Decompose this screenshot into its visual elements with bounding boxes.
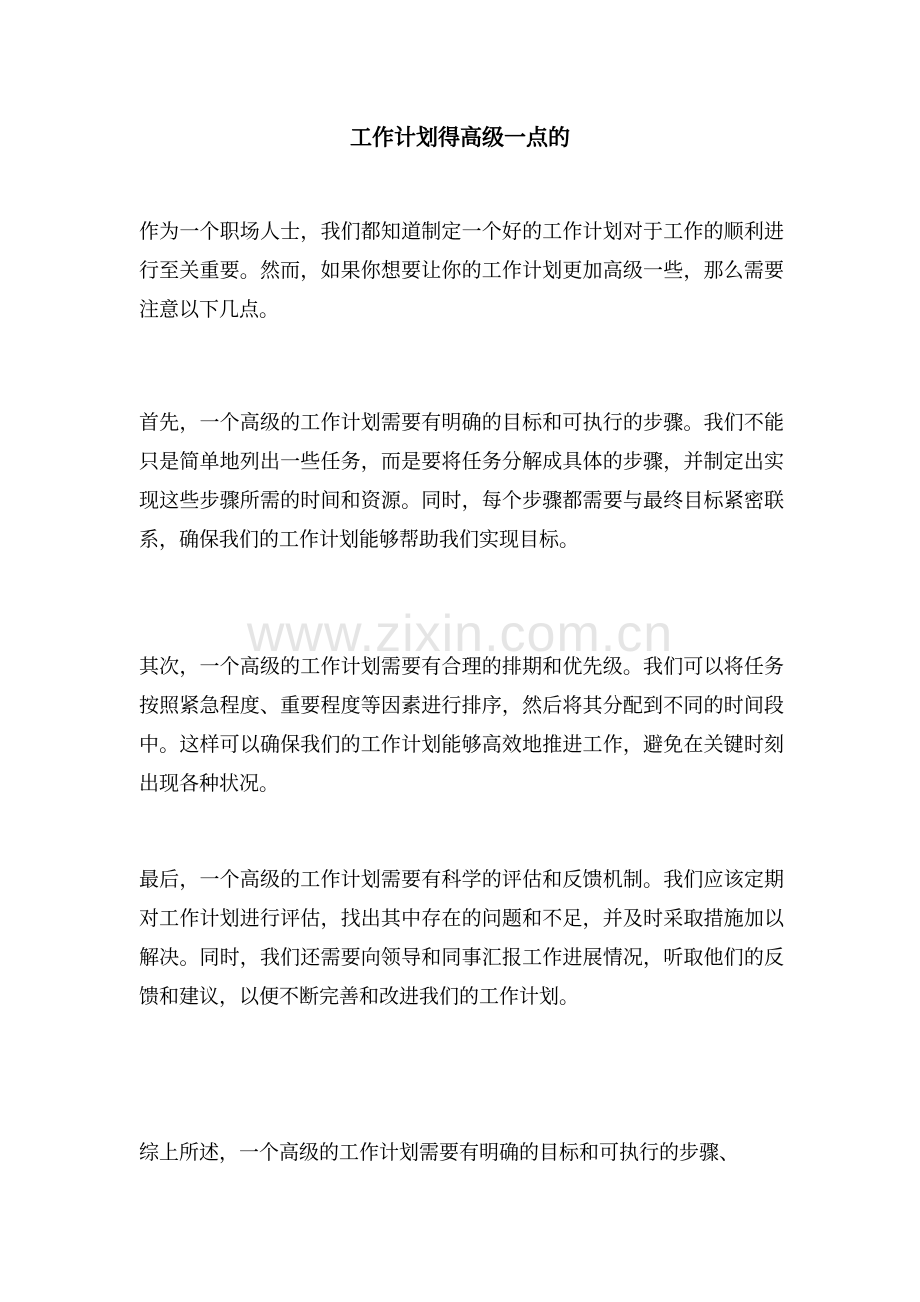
paragraph-summary: 综上所述，一个高级的工作计划需要有明确的目标和可执行的步骤、	[139, 1140, 739, 1164]
paragraph-second-point: 其次，一个高级的工作计划需要有合理的排期和优先级。我们可以将任务按照紧急程度、重要程度等因素进行排序，然后将其分配到不同的时间段中。这样可以确保我们的工作计划能够高效地推进工作，避免在关键时刻出现各种状况。	[139, 654, 784, 795]
paragraph-first-point: 首先，一个高级的工作计划需要有明确的目标和可执行的步骤。我们不能只是简单地列出一些任务，而是要将任务分解成具体的步骤，并制定出实现这些步骤所需的时间和资源。同时，每个步骤都需要与最终目标紧密联系，确保我们的工作计划能够帮助我们实现目标。	[139, 410, 784, 551]
document-title: 工作计划得高级一点的	[349, 125, 570, 151]
site-watermark: www.zixin.com.cn	[246, 605, 674, 663]
paragraph-intro: 作为一个职场人士，我们都知道制定一个好的工作计划对于工作的顺利进行至关重要。然而，如果你想要让你的工作计划更加高级一些，那么需要注意以下几点。	[139, 219, 784, 321]
paragraph-third-point: 最后，一个高级的工作计划需要有科学的评估和反馈机制。我们应该定期对工作计划进行评估，找出其中存在的问题和不足，并及时采取措施加以解决。同时，我们还需要向领导和同事汇报工作进展情况，听取他们的反馈和建议，以便不断完善和改进我们的工作计划。	[139, 867, 784, 1008]
